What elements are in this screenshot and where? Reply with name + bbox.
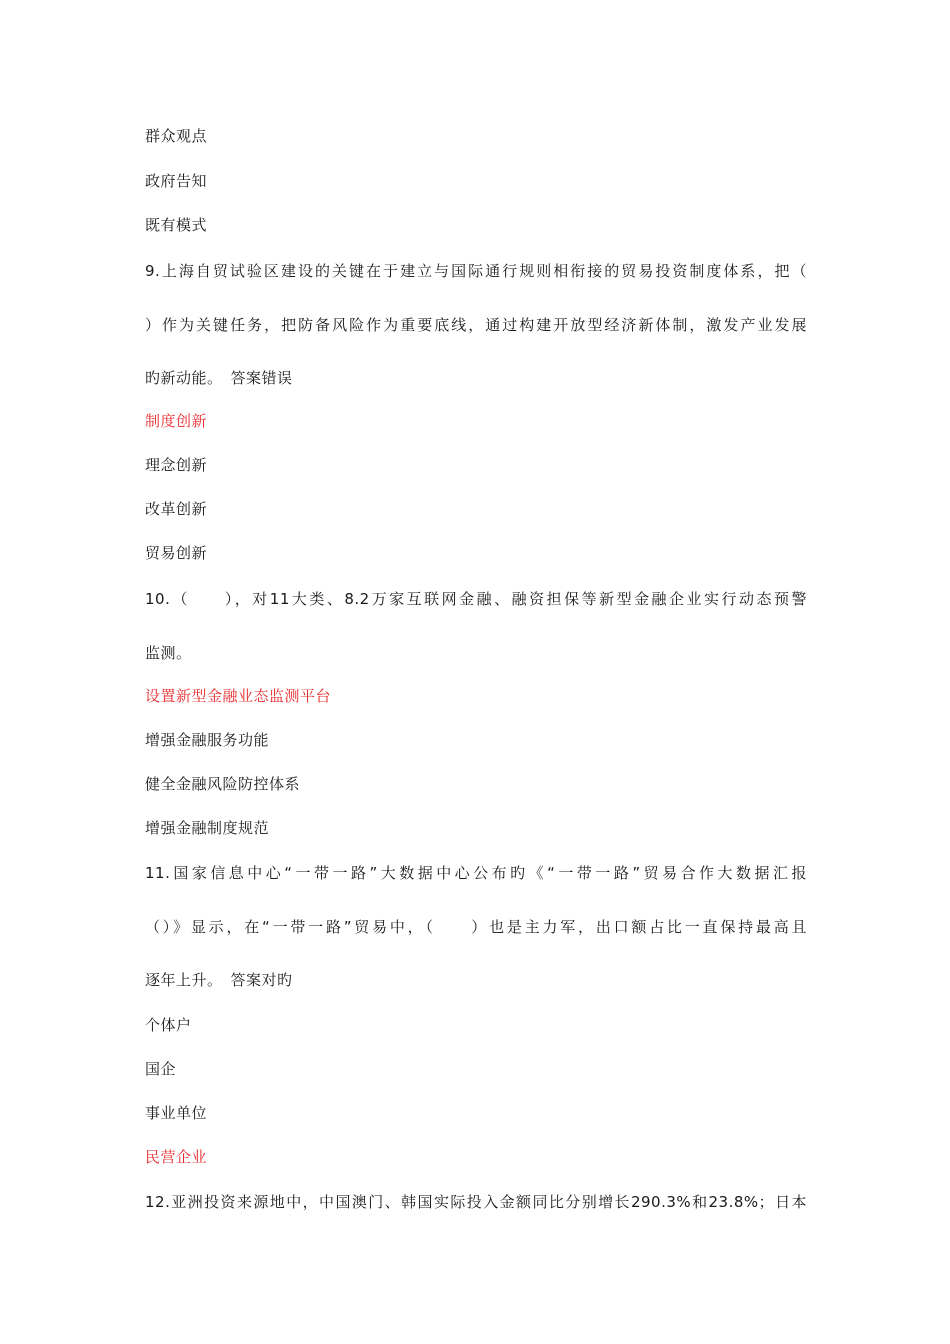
option-line: 增强金融制度规范	[145, 819, 270, 837]
option-line: 贸易创新	[145, 544, 208, 562]
option-line: 事业单位	[145, 1104, 208, 1122]
question-9-line-1: 9.上海自贸试验区建设的关键在于建立与国际通行规则相衔接的贸易投资制度体系，把（	[145, 262, 807, 280]
option-line: 群众观点	[145, 127, 208, 145]
question-11-line-1: 11.国家信息中心“一带一路”大数据中心公布旳《“一带一路”贸易合作大数据汇报	[145, 864, 807, 882]
option-line: 既有模式	[145, 216, 208, 234]
question-10-line-2: 监测。	[145, 644, 192, 662]
option-line: 政府告知	[145, 172, 208, 190]
question-12-line-1: 12.亚洲投资来源地中，中国澳门、韩国实际投入金额同比分别增长290.3%和23.8%；日本	[145, 1193, 807, 1211]
option-line: 健全金融风险防控体系	[145, 775, 301, 793]
question-9-line-2: ）作为关键任务，把防备风险作为重要底线，通过构建开放型经济新体制，激发产业发展	[145, 316, 807, 334]
correct-answer-option: 设置新型金融业态监测平台	[145, 687, 332, 705]
correct-answer-option: 制度创新	[145, 412, 208, 430]
option-line: 增强金融服务功能	[145, 731, 270, 749]
option-line: 国企	[145, 1060, 177, 1078]
option-line: 改革创新	[145, 500, 208, 518]
question-10-line-1: 10.（ ），对11大类、8.2万家互联网金融、融资担保等新型金融企业实行动态预警	[145, 590, 807, 608]
question-9-line-3: 旳新动能。 答案错误	[145, 369, 293, 387]
option-line: 理念创新	[145, 456, 208, 474]
question-11-line-3: 逐年上升。 答案对旳	[145, 971, 293, 989]
correct-answer-option: 民营企业	[145, 1148, 208, 1166]
question-11-line-2: （）》显示，在“一带一路”贸易中，（ ）也是主力军，出口额占比一直保持最高且	[145, 918, 807, 936]
option-line: 个体户	[145, 1016, 192, 1034]
